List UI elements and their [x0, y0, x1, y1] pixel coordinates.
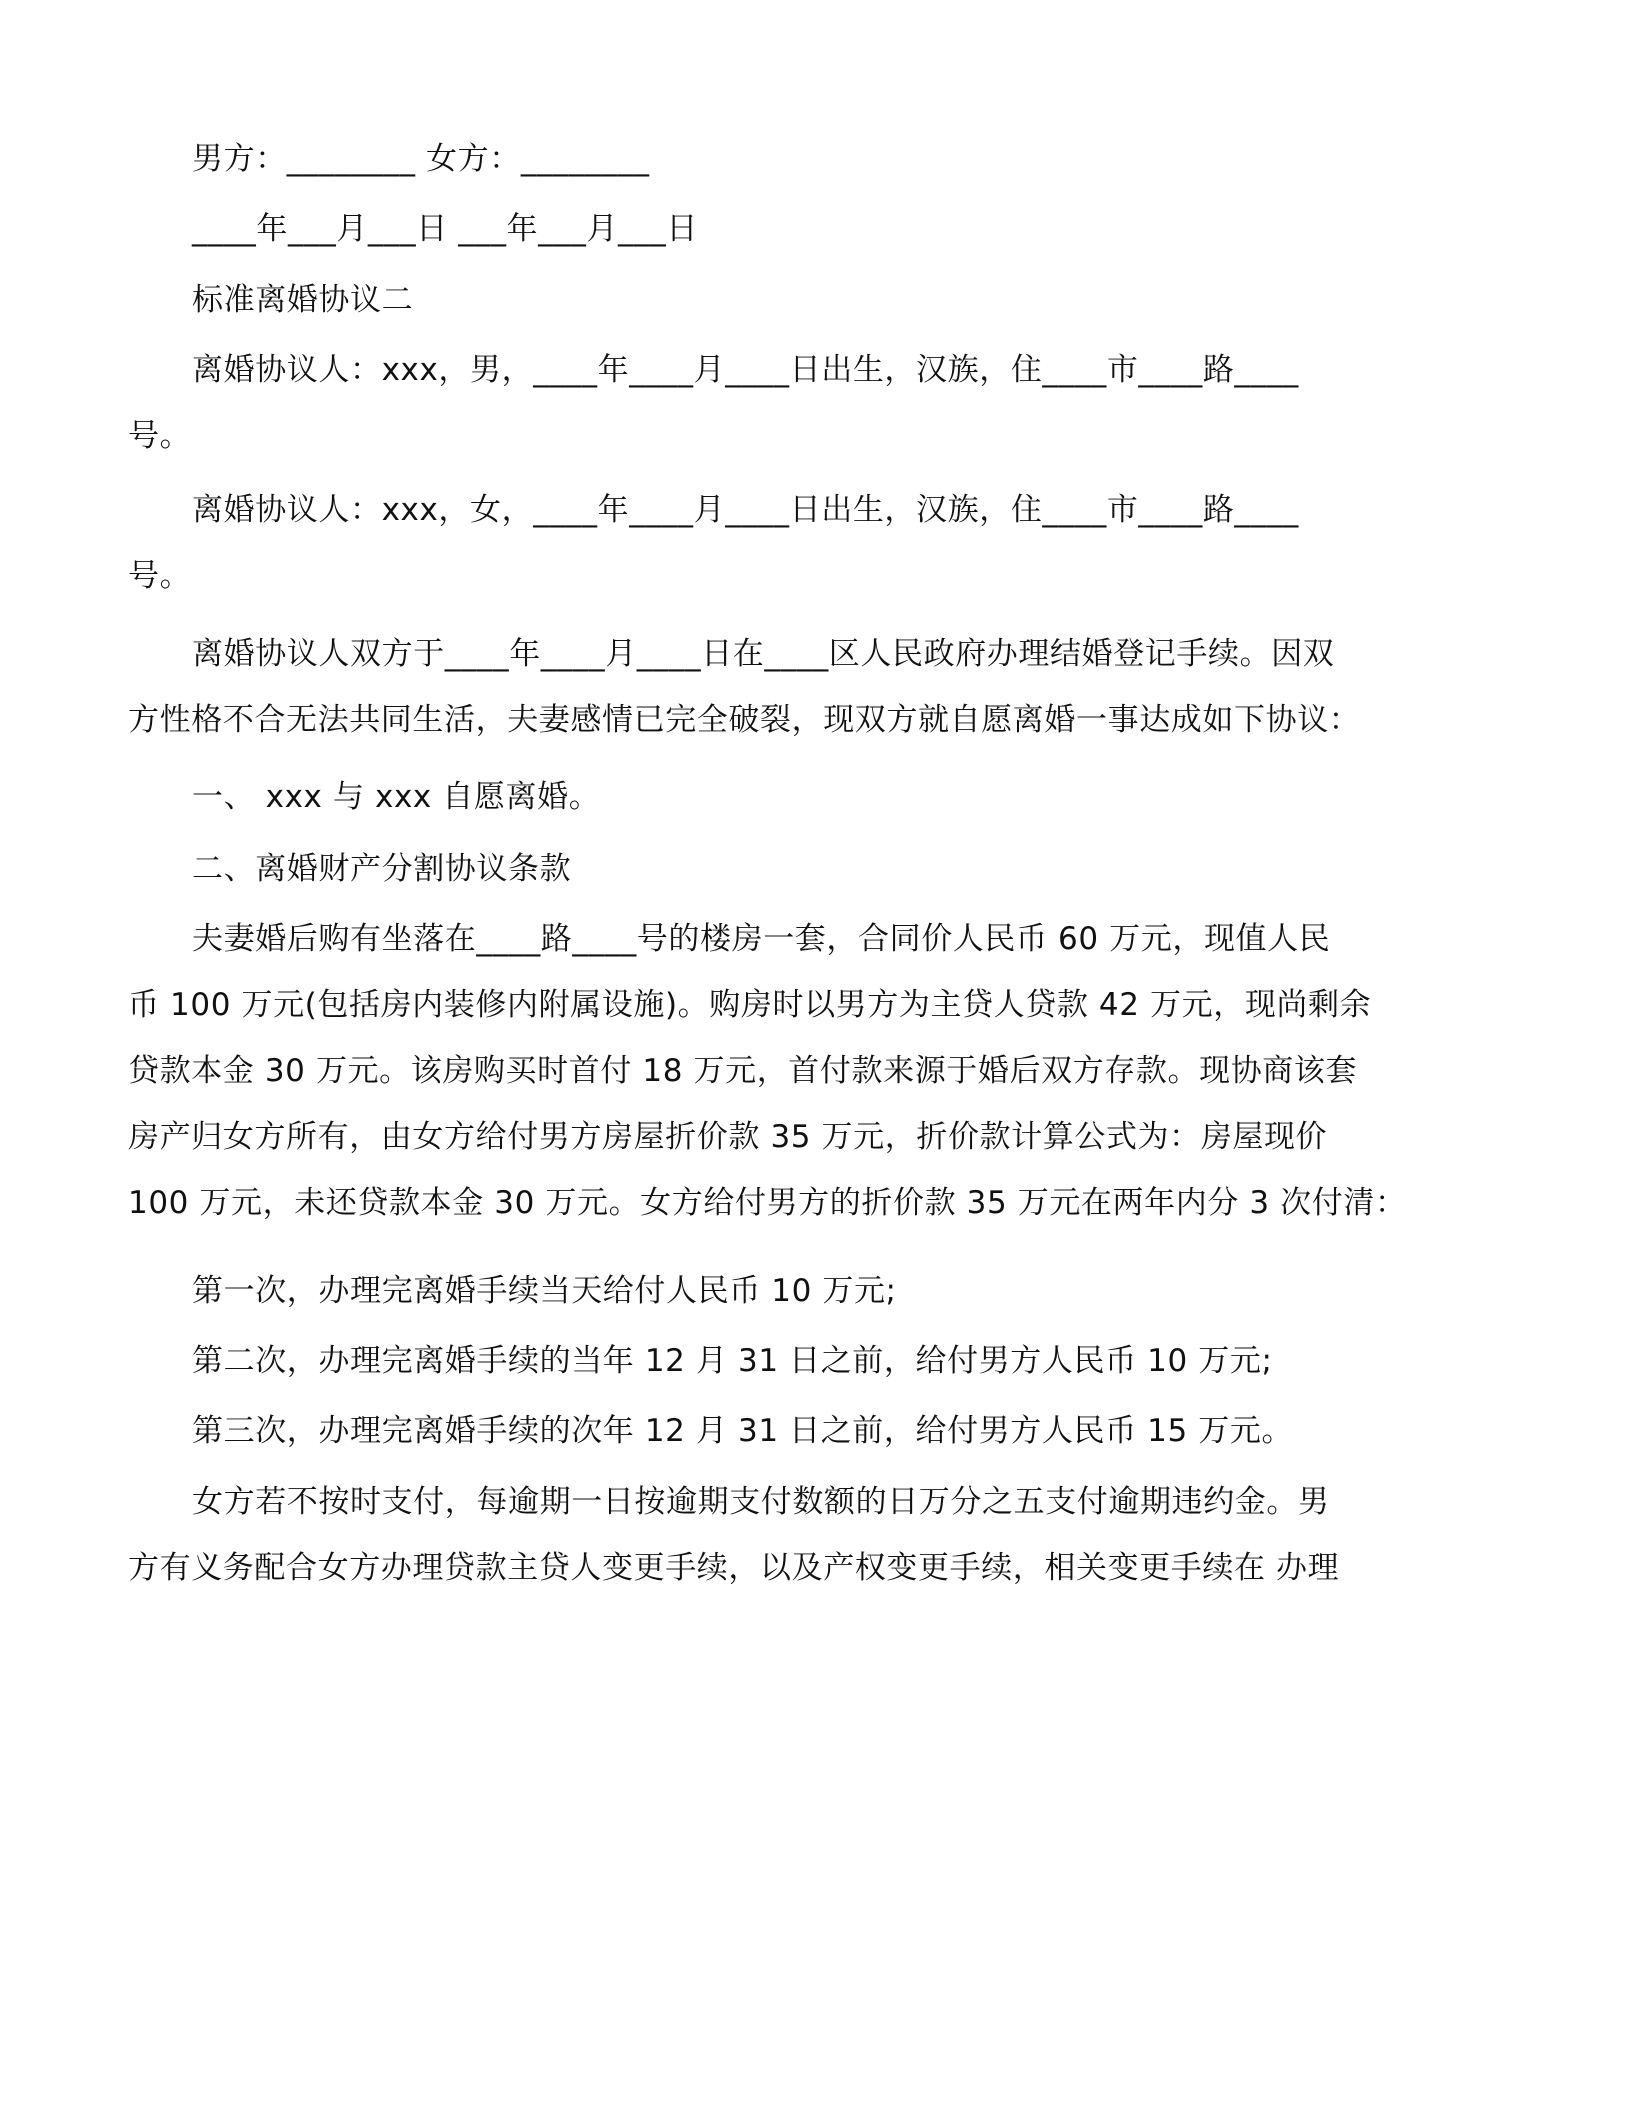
party-male-paragraph [128, 337, 1368, 469]
party-female-paragraph [128, 477, 1368, 609]
date-line: ____年___月___日 ___年___月___日 [192, 211, 698, 247]
penalty-line-1: 女方若不按时支付，每逾期一日按逾期支付数额的日万分之五支付逾期违约金。男 [192, 1484, 1330, 1520]
property-line-5: 100 万元，未还贷款本金 30 万元。女方给付男方的折价款 35 万元在两年内分 3 次付清： [128, 1185, 1407, 1221]
clause-two-title: 二、离婚财产分割协议条款 [192, 851, 572, 887]
intro-line-1: 离婚协议人双方于____年____月____日在____区人民政府办理结婚登记手续。因双 [192, 636, 1335, 672]
property-line-3: 贷款本金 30 万元。该房购买时首付 18 万元，首付款来源于婚后双方存款。现协商该套 [128, 1053, 1358, 1089]
property-paragraph [128, 906, 1407, 1236]
penalty-line-2: 方有义务配合女方办理贷款主贷人变更手续，以及产权变更手续，相关变更手续在 办理 [128, 1550, 1340, 1586]
party-male-line-2: 号。 [128, 418, 192, 454]
section-title: 标准离婚协议二 [192, 282, 414, 318]
party-female-line-2: 号。 [128, 558, 192, 594]
intro-paragraph [128, 621, 1368, 753]
clause-one: 一、 xxx 与 xxx 自愿离婚。 [192, 779, 601, 815]
party-female-line-1: 离婚协议人：xxx，女，____年____月____日出生，汉族，住____市____路____ [192, 492, 1299, 528]
intro-line-2: 方性格不合无法共同生活，夫妻感情已完全破裂，现双方就自愿离婚一事达成如下协议： [128, 702, 1361, 738]
property-line-2: 币 100 万元(包括房内装修内附属设施)。购房时以男方为主贷人贷款 42 万元，现尚剩余 [128, 987, 1372, 1023]
property-line-1: 夫妻婚后购有坐落在____路____号的楼房一套，合同价人民币 60 万元，现值人民 [192, 921, 1331, 957]
property-line-4: 房产归女方所有，由女方给付男方房屋折价款 35 万元，折价款计算公式为：房屋现价 [128, 1119, 1328, 1155]
payment-two: 第二次，办理完离婚手续的当年 12 月 31 日之前，给付男方人民币 10 万元; [192, 1343, 1273, 1379]
payment-one: 第一次，办理完离婚手续当天给付人民币 10 万元; [192, 1273, 897, 1309]
party-male-line-1: 离婚协议人：xxx，男，____年____月____日出生，汉族，住____市____路____ [192, 352, 1299, 388]
signature-line: 男方：________ 女方：________ [192, 141, 650, 177]
payment-three: 第三次，办理完离婚手续的次年 12 月 31 日之前，给付男方人民币 15 万元。 [192, 1413, 1294, 1449]
penalty-paragraph [128, 1469, 1368, 1601]
